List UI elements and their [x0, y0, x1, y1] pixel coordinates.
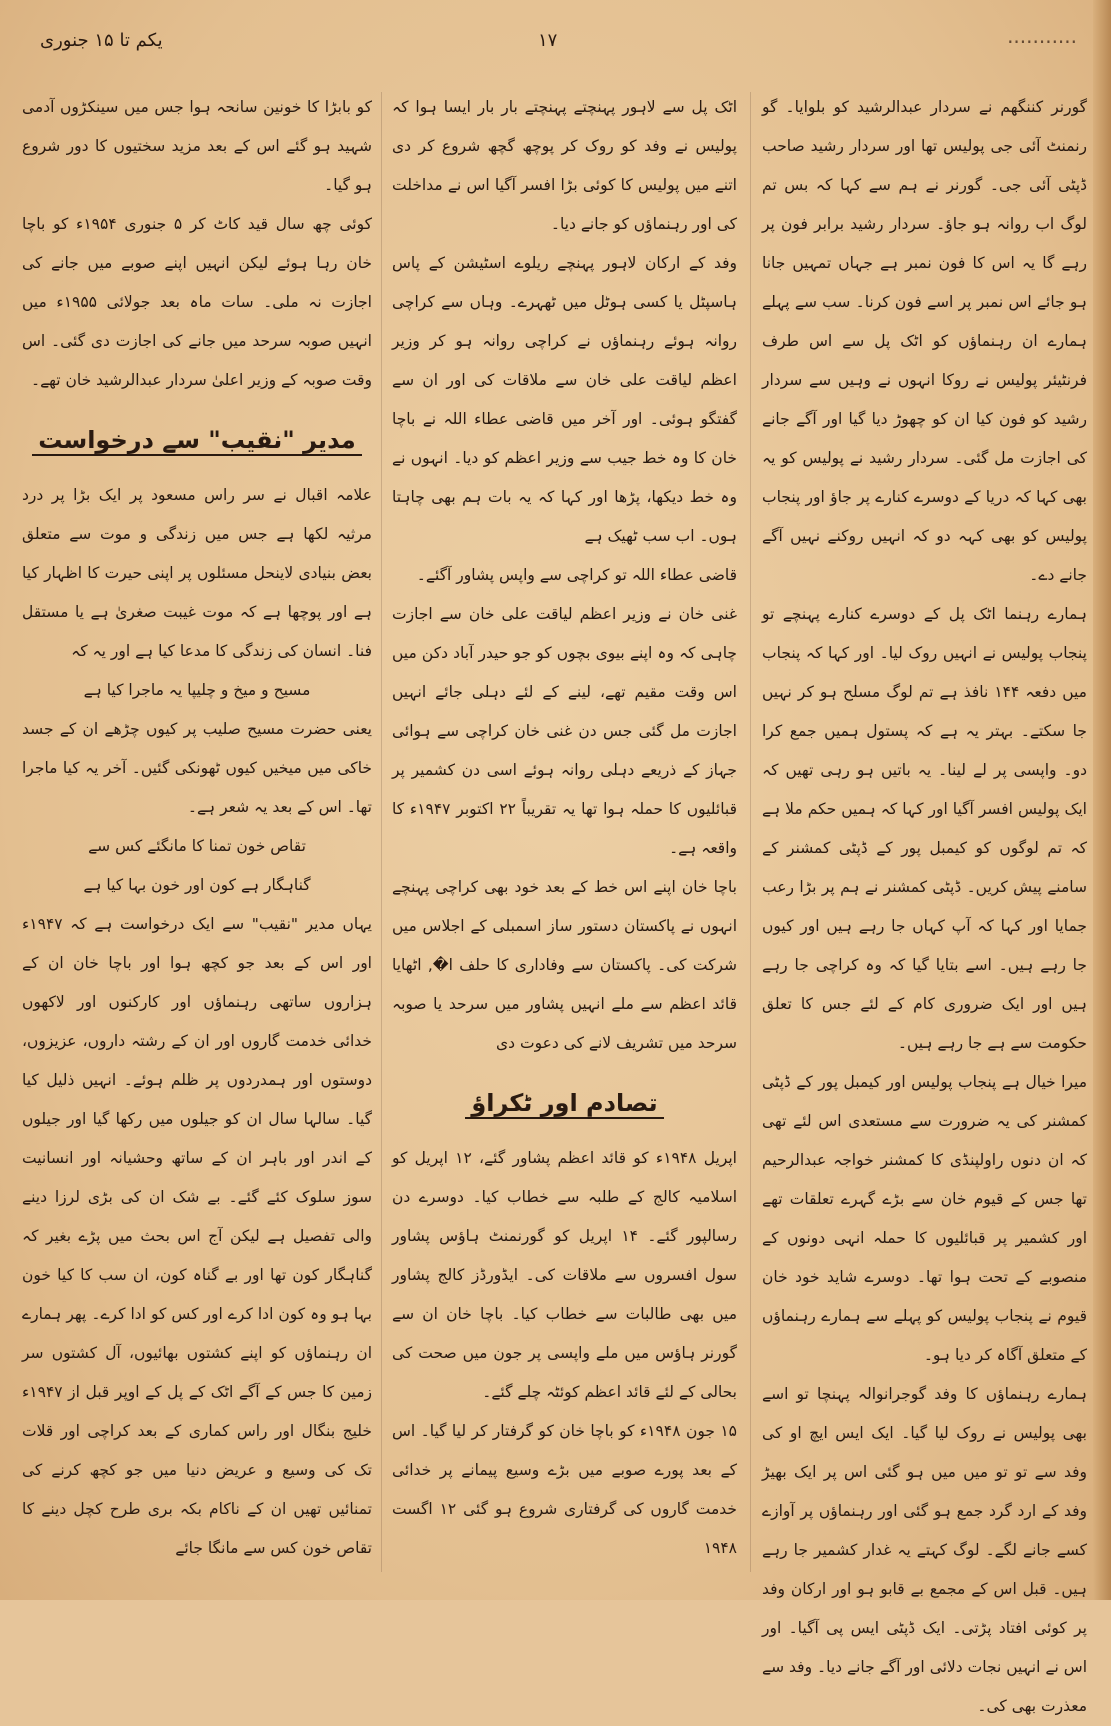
paragraph: قاضی عطاء اللہ تو کراچی سے واپس پشاور آگئے۔ — [416, 566, 737, 584]
section-heading — [392, 1081, 737, 1125]
paragraph: علامہ اقبال نے سر راس مسعود پر ایک بڑا پر درد مرثیہ لکھا ہے جس میں زندگی و موت سے متعلق بعض بنیادی لاینحل مسئلوں پر اپنی حیرت کا اظہار کیا ہے اور پوچھا ہے کہ موت غیبت صغریٰ ہے یا مستقل فنا۔ انسان کی زندگی کا مدعا کیا ہے اور یہ کہ — [22, 486, 372, 660]
paragraph: کو بابڑا کا خونین سانحہ ہوا جس میں سینکڑوں آدمی شہید ہو گئے اس کے بعد مزید سختیوں کا دور شروع ہو گیا۔ — [22, 98, 372, 194]
page-number: ۱۷ — [538, 30, 558, 51]
paragraph: یعنی حضرت مسیح صلیب پر کیوں چڑھے ان کے جسد خاکی میں میخیں کیوں ٹھونکی گئیں۔ آخر یہ کیا ماجرا تھا۔ اس کے بعد یہ شعر ہے۔ — [22, 720, 372, 816]
verse-line: تقاص خون تمنا کا مانگئے کس سے — [88, 837, 306, 855]
paragraph: ۱۵ جون ۱۹۴۸ء کو باچا خان کو گرفتار کر لیا گیا۔ اس کے بعد پورے صوبے میں بڑے وسیع پیمانے پر خدائی خدمت گاروں کی گرفتاری شروع ہو گئی ۱۲ اگست ۱۹۴۸ — [392, 1422, 737, 1557]
verse-line: مسیح و میخ و چلیپا یہ ماجرا کیا ہے — [83, 681, 311, 699]
paragraph: گورنر کننگھم نے سردار عبدالرشید کو بلوایا۔ گو رنمنٹ آئی جی پولیس تھا اور سردار رشید صاحب ڈپٹی آئی جی۔ گورنر نے ہم سے کہا کہ بس تم لوگ اب روانہ ہو جاؤ۔ سردار رشید برابر فون پر رہے گا یہ اس کا فون نمبر ہے جہاں تمہیں جانا ہو جائے اس نمبر پر اسے فون کرنا۔ سب سے پہلے ہمارے ان رہنماؤں کو اٹک پل سے اس طرف فرنٹیئر پولیس نے روکا انہوں نے وہیں سے سردار رشید کو فون کیا ان کو چھوڑ دیا گیا اور آگے جانے کی اجازت مل گئی۔ سردار رشید نے پولیس کو یہ بھی کہا کہ دریا کے دوسرے کنارے پر جاؤ اور پنجاب پولیس کو بھی کہہ دو کہ انہیں روکنے نہیں آگے جانے دے۔ — [762, 98, 1087, 584]
paragraph: اپریل ۱۹۴۸ء کو قائد اعظم پشاور گئے، ۱۲ اپریل کو اسلامیہ کالج کے طلبہ سے خطاب کیا۔ دوسرے دن رسالپور گئے۔ ۱۴ اپریل کو گورنمنٹ ہاؤس پشاور سول افسروں سے ملاقات کی۔ ایڈورڈز کالج پشاور میں بھی طالبات سے خطاب کیا۔ باچا خان ان سے گورنر ہاؤس میں ملے واپسی پر جون میں صحت کی بحالی کے لئے قائد اعظم کوئٹہ چلے گئے۔ — [392, 1149, 737, 1401]
issue-date: یکم تا ۱۵ جنوری — [40, 30, 163, 51]
section-heading-text: تصادم اور ٹکراؤ — [465, 1089, 663, 1119]
paragraph: غنی خان نے وزیر اعظم لیاقت علی خان سے اجازت چاہی کہ وہ اپنے بیوی بچوں کو جو حیدر آباد دکن میں اس وقت مقیم تھے، لینے کے لئے دہلی جائے انہیں اجازت مل گئی جس دن غنی خان کراچی سے ہوائی جہاز کے ذریعے دہلی روانہ ہوئے اسی دن کشمیر پر قبائلیوں کا حملہ ہوا تھا یہ تقریباً ۲۲ اکتوبر ۱۹۴۷ء کا واقعہ ہے۔ — [392, 605, 738, 857]
paragraph: ہمارے رہنما اٹک پل کے دوسرے کنارے پہنچے تو پنجاب پولیس نے انہیں روک لیا۔ اور کہا کہ پنجاب میں دفعہ ۱۴۴ نافذ ہے تم لوگ مسلح ہو کر نہیں جا سکتے۔ بہتر یہ ہے کہ پستول ہمیں جمع کرا دو۔ واپسی پر لے لینا۔ یہ باتیں ہو رہی تھیں کہ ایک پولیس افسر آگیا اور کہا کہ ہمیں حکم ملا ہے کہ تم لوگوں کو کیمبل پور کے ڈپٹی کمشنر کے سامنے پیش کریں۔ ڈپٹی کمشنر نے ہم پر بڑا رعب جمایا اور کہا کہ آپ کہاں جا رہے ہیں اور کیوں جا رہے ہیں۔ اسے بتایا گیا کہ وہ کراچی جا رہے ہیں اور ایک ضروری کام کے لئے جس کا تعلق حکومت سے ہے جا رہے ہیں۔ — [762, 605, 1087, 1052]
paragraph: یہاں مدیر "نقیب" سے ایک درخواست ہے کہ ۱۹۴۷ء اور اس کے بعد جو کچھ ہوا اور باچا خان ان کے ہزاروں ساتھی رہنماؤں اور کارکنوں اور لاکھوں خدائی خدمت گاروں اور ان کے رشتہ داروں، عزیزوں، دوستوں اور ہمدردوں پر ظلم ہوئے۔ انہیں ذلیل کیا گیا۔ سالہا سال ان کو جیلوں میں رکھا گیا اور جیلوں کے اندر اور باہر ان کے ساتھ وحشیانہ اور انسانیت سوز سلوک کئے گئے۔ بے شک ان کی بڑی لرزا دینے والی تفصیل ہے لیکن آج اس بحث میں پڑے بغیر کہ گناہگار کون تھا اور بے گناہ کون، ان سب کا کیا خون بہا ہو وہ کون ادا کرے اور کس کو ادا کرے۔ پھر ہمارے ان رہنماؤں کو اپنے کشتوں بھائیوں، آل کشتوں سر زمین کا جس کے آگے اٹک کے پل کے اوپر قبل از ۱۹۴۷ء خلیج بنگال اور راس کماری کے بعد کراچی اور قلات تک کی وسیع و عریض دنیا میں جو کچھ کرنے کی تمنائیں تھیں ان کے ناکام بکہ بری طرح کچل دینے کا تقاص خون کس سے مانگا جائے — [22, 915, 372, 1557]
paragraph: ہمارے رہنماؤں کا وفد گوجرانوالہ پہنچا تو اسے بھی پولیس نے روک لیا گیا۔ ایک ایس ایچ او کی وفد سے تو تو میں میں ہو گئی اس پر ایک بھیڑ وفد کے ارد گرد جمع ہو گئی اور رہنماؤں پر آوازے کسے جانے لگے۔ لوگ کہتے یہ غدار کشمیر جا رہے ہیں۔ قبل اس کے مجمع بے قابو ہو اور ارکان وفد پر کوئی افتاد پڑتی۔ ایک ڈپٹی ایس پی آگیا۔ اور اس نے انہیں نجات دلائی اور آگے جانے دیا۔ وفد سے معذرت بھی کی۔ — [762, 1385, 1087, 1715]
section-heading — [22, 418, 372, 462]
scan-edge — [1093, 0, 1111, 1600]
section-heading-text: مدیر "نقیب" سے درخواست — [32, 426, 362, 456]
paragraph: وفد کے ارکان لاہور پہنچے ریلوے اسٹیشن کے پاس ہاسپٹل یا کسی ہوٹل میں ٹھہرے۔ وہاں سے کراچی روانہ ہوئے رہنماؤں نے کراچی روانہ ہو کر وزیر اعظم لیاقت علی خان سے ملاقات کی اور ان سے گفتگو ہوئی۔ اور آخر میں قاضی عطاء اللہ نے باچا خان کا وہ خط جیب سے وزیر اعظم کو دیا۔ انہوں نے وہ خط دیکھا، پڑھا اور کہا کہ یہ بات ہم بھی چاہتا ہوں۔ اب سب ٹھیک ہے — [392, 254, 737, 545]
verse-line: گناہگار ہے کون اور خون بہا کیا ہے — [83, 876, 311, 894]
column-middle — [392, 88, 737, 1578]
paragraph: کوئی چھ سال قید کاٹ کر ۵ جنوری ۱۹۵۴ء کو باچا خان رہا ہوئے لیکن انہیں اپنے صوبے میں جانے کی اجازت نہ ملی۔ سات ماہ بعد جولائی ۱۹۵۵ء میں انہیں صوبہ سرحد میں جانے کی اجازت دی گئی۔ اس وقت صوبہ کے وزیر اعلیٰ سردار عبدالرشید خان تھے۔ — [22, 215, 372, 389]
column-right — [762, 88, 1087, 1715]
column-divider — [750, 92, 751, 1572]
header-corner-text: ........... — [1007, 24, 1077, 48]
column-left — [22, 88, 372, 1578]
paragraph: میرا خیال ہے پنجاب پولیس اور کیمبل پور کے ڈپٹی کمشنر کی یہ ضرورت سے مستعدی اس لئے تھی کہ ان دنوں راولپنڈی کا کمشنر خواجہ عبدالرحیم تھا جس کے قیوم خان سے بڑے گہرے تعلقات تھے اور کشمیر پر قبائلیوں کا حملہ انہی دونوں کے منصوبے کے تحت ہوا تھا۔ دوسرے شاید خود خان قیوم نے پنجاب پولیس کو پہلے سے ہمارے رہنماؤں کے متعلق آگاہ کر دیا ہو۔ — [762, 1073, 1087, 1364]
paragraph: اٹک پل سے لاہور پہنچتے پہنچتے بار بار ایسا ہوا کہ پولیس نے وفد کو روک کر پوچھ گچھ شروع کر دی اتنے میں پولیس کا کوئی بڑا افسر آگیا اس نے مداخلت کی اور رہنماؤں کو جانے دیا۔ — [392, 98, 737, 233]
column-divider — [381, 92, 382, 1572]
paragraph: باچا خان اپنے اس خط کے بعد خود بھی کراچی پہنچے انہوں نے پاکستان دستور ساز اسمبلی کے اجلاس میں شرکت کی۔ پاکستان سے وفاداری کا حلف ا�, اٹھایا قائد اعظم سے ملے انہیں پشاور میں سرحد یا صوبہ سرحد میں تشریف لانے کی دعوت دی — [392, 878, 737, 1052]
